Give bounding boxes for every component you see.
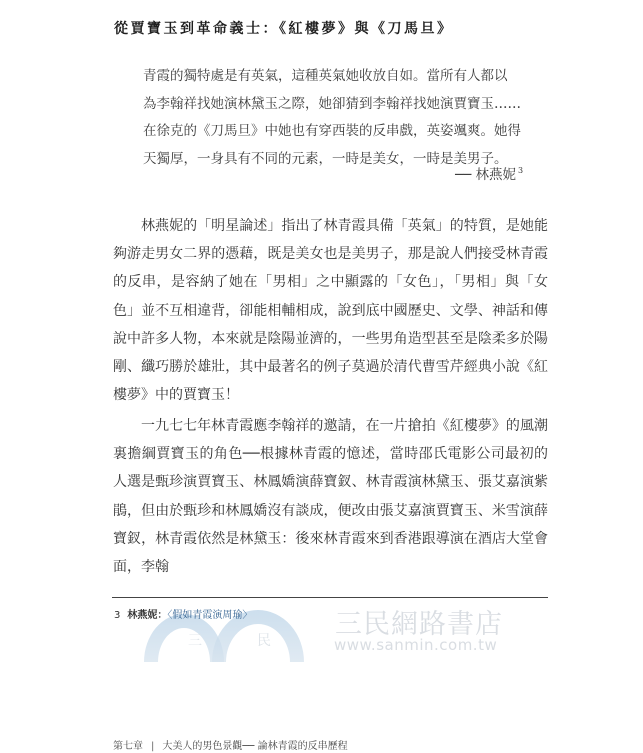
watermark-char: 民 <box>257 633 271 649</box>
footnote-title: 〈假如青霞演周瑜〉 <box>167 610 253 621</box>
body-paragraph: 一九七七年林青霞應李翰祥的邀請，在一片搶拍《紅樓夢》的風潮裏擔綱賈寶玉的角色──根據林青霞的憶述，當時邵氏電影公司最初的人選是甄珍演賈寶玉、林鳳嬌演薛寶釵、林青霞演林黛玉、張艾嘉演紫鵑，但由於甄珍和林鳳嬌沒有談成，便改由張艾嘉演賈寶玉、米雪演薛寶釵，林青霞依然是林黛玉：後來林青霞來到香港跟導演在酒店大堂會面，李翰 <box>113 418 548 576</box>
footnote-number: 3 <box>114 610 121 621</box>
watermark-url: www.sanmin.com.tw <box>334 636 498 654</box>
body-paragraph: 林燕妮的「明星論述」指出了林青霞具備「英氣」的特質，是她能夠游走男女二界的憑藉，既是美女也是美男子，那是說人們接受林青霞的反串，是容納了她在「男相」之中顯露的「女色」，「男相」與「女色」並不互相違背，卻能相輔相成，說到底中國歷史、文學、神話和傳說中許多人物，本來就是陰陽並濟的，一些男角造型甚至是陰柔多於陽剛、纖巧勝於雄壯，其中最著名的例子莫過於清代曹雪芹經典小說《紅樓夢》中的賈寶玉！ <box>113 218 548 404</box>
quote-line: 為李翰祥找她演林黛玉之際，她卻猜到李翰祥找她演賈寶玉…… <box>143 95 521 112</box>
quote-attribution <box>455 163 523 183</box>
chapter-title: 大美人的男色景觀── 論林青霞的反串歷程 <box>162 741 348 752</box>
watermark-char: 三 <box>188 633 202 649</box>
footnote <box>114 606 252 621</box>
quote-line: 青霞的獨特處是有英氣，這種英氣她收放自如。當所有人都以 <box>143 68 508 84</box>
running-head: 從賈寶玉到革命義士：《紅樓夢》與《刀馬旦》 <box>114 21 454 37</box>
watermark-title: 三民網路書店 <box>335 609 503 640</box>
page-footer <box>113 737 348 752</box>
attribution-text: ── 林燕妮 <box>455 167 517 183</box>
block-quote <box>143 63 531 173</box>
footer-separator: | <box>151 741 155 752</box>
footnote-author: 林燕妮： <box>127 610 168 621</box>
footnote-ref[interactable]: 3 <box>518 166 524 175</box>
footnote-divider <box>112 597 548 598</box>
quote-line: 天獨厚，一身具有不同的元素，一時是美女，一時是美男子。 <box>143 150 508 167</box>
quote-line: 在徐克的《刀馬旦》中她也有穿西裝的反串戲，英姿颯爽。她得 <box>143 123 521 139</box>
chapter-label: 第七章 <box>113 741 143 752</box>
